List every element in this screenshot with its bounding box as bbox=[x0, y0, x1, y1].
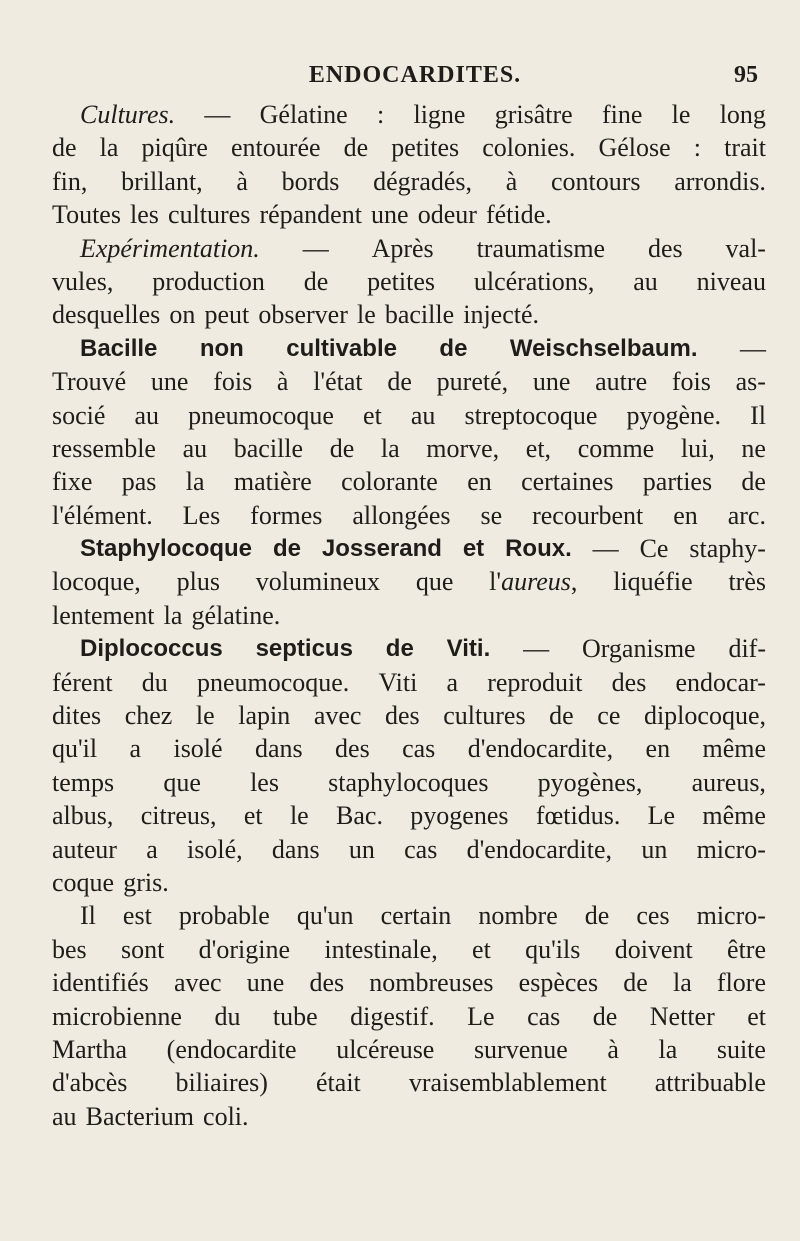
page-header bbox=[72, 62, 758, 94]
text-line: Expérimentation. — Après traumatisme des val- bbox=[80, 233, 766, 263]
text-line: qu'il a isolé dans des cas d'endocardite, en même bbox=[52, 734, 766, 764]
text-line: Toutes les cultures répandent une odeur fétide. bbox=[52, 200, 552, 230]
text-line: fixe pas la matière colorante en certaines parties de bbox=[52, 467, 766, 497]
text-line: Staphylocoque de Josserand et Roux. — Ce staphy- bbox=[80, 534, 766, 564]
text-line: Martha (endocardite ulcéreuse survenue à la suite bbox=[52, 1034, 766, 1064]
text-line: Bacille non cultivable de Weischselbaum. — bbox=[80, 333, 766, 363]
text-line: fin, brillant, à bords dégradés, à contours arrondis. bbox=[52, 166, 766, 196]
text-line: d'abcès biliaires) était vraisemblablement attribuable bbox=[52, 1068, 766, 1098]
text-line: desquelles on peut observer le bacille injecté. bbox=[52, 300, 540, 330]
text-line: coque gris. bbox=[52, 867, 169, 897]
running-title: ENDOCARDITES. bbox=[308, 62, 522, 88]
text-line: vules, production de petites ulcérations, au niveau bbox=[52, 266, 766, 296]
page-number: 95 bbox=[734, 62, 758, 88]
text-line: albus, citreus, et le Bac. pyogenes fœtidus. Le même bbox=[52, 801, 766, 831]
text-line: férent du pneumocoque. Viti a reproduit des endocar- bbox=[52, 667, 766, 697]
text-line: socié au pneumocoque et au streptocoque pyogène. Il bbox=[52, 400, 766, 430]
text-line: Il est probable qu'un certain nombre de ces micro- bbox=[80, 901, 766, 931]
text-line: Diplococcus septicus de Viti. — Organisme dif- bbox=[80, 634, 766, 664]
text-line: locoque, plus volumineux que l'aureus, liquéfie très bbox=[52, 567, 766, 597]
text-line: l'élément. Les formes allongées se recourbent en arc. bbox=[52, 500, 766, 530]
text-line: identifiés avec une des nombreuses espèces de la flore bbox=[52, 968, 766, 998]
text-line: Cultures. — Gélatine : ligne grisâtre fine le long bbox=[80, 100, 766, 129]
text-line: auteur a isolé, dans un cas d'endocardite, un micro- bbox=[52, 834, 766, 864]
text-line: lentement la gélatine. bbox=[52, 600, 281, 630]
text-line: dites chez le lapin avec des cultures de ce diplocoque, bbox=[52, 701, 766, 731]
text-line: au Bacterium coli. bbox=[52, 1101, 249, 1131]
text-line: microbienne du tube digestif. Le cas de Netter et bbox=[52, 1001, 766, 1031]
text-line: ressemble au bacille de la morve, et, comme lui, ne bbox=[52, 433, 766, 463]
body-text bbox=[52, 98, 766, 1133]
text-line: Trouvé une fois à l'état de pureté, une autre fois as- bbox=[52, 367, 766, 397]
text-line: bes sont d'origine intestinale, et qu'ils doivent être bbox=[52, 934, 766, 964]
text-line: de la piqûre entourée de petites colonies. Gélose : trait bbox=[52, 133, 766, 163]
text-line: temps que les staphylocoques pyogènes, aureus, bbox=[52, 767, 766, 797]
